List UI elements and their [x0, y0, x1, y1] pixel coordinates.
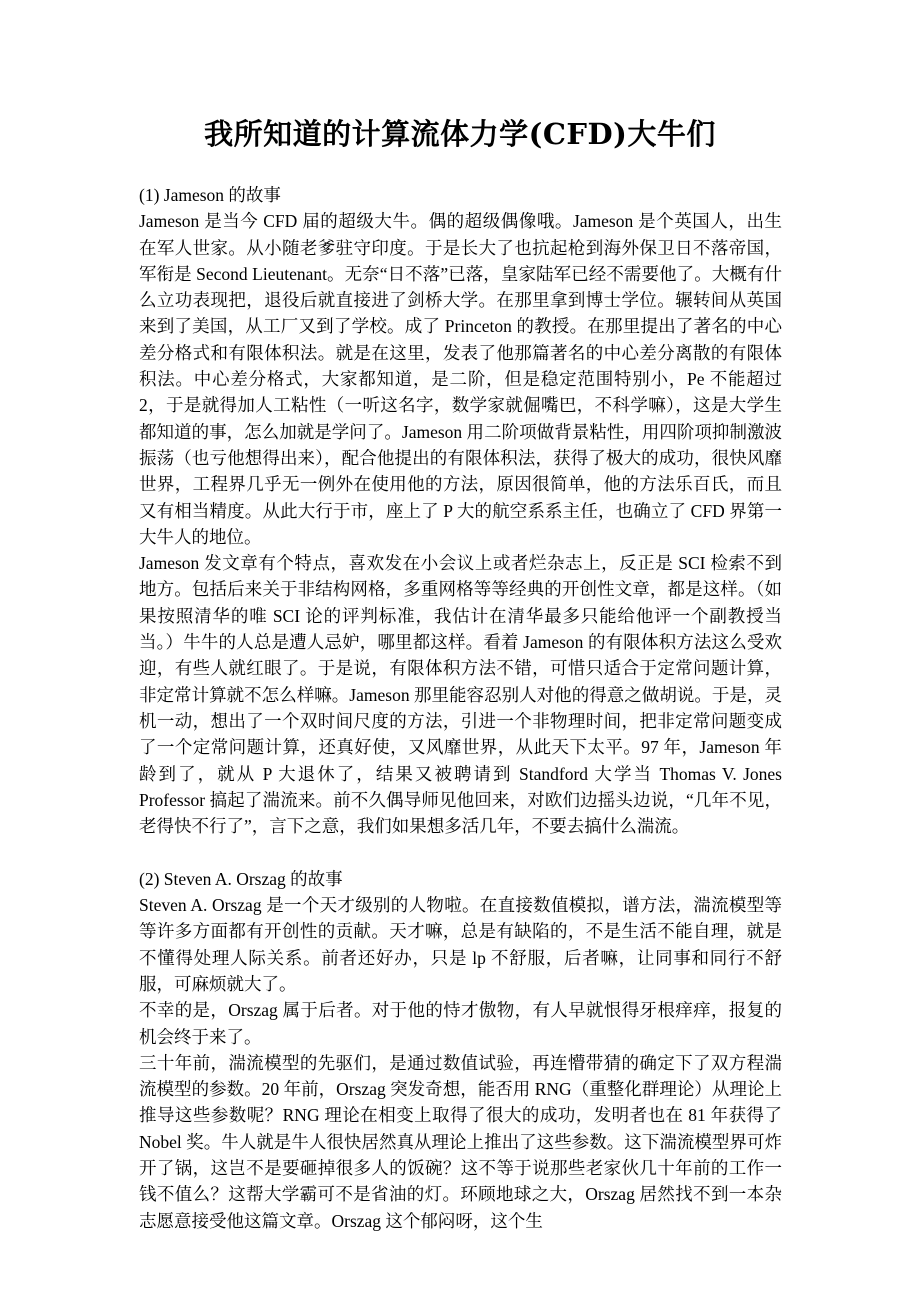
section-heading-orszag: (2) Steven A. Orszag 的故事 — [139, 868, 343, 889]
section-gap — [139, 839, 782, 865]
paragraph-jameson-1: Jameson 是当今 CFD 届的超级大牛。偶的超级偶像哦。Jameson 是个英国人，出生在军人世家。从小随老爹驻守印度。于是长大了也抗起枪到海外保卫日不落帝国，军衔是 Second Lieutenant。无奈“日不落”已落，皇家陆军已经不需要他了。大概有什么立功表现把，退役后就直接进了剑桥大学。在那里拿到博士学位。辗转间从英国来到了美国，从工厂又到了学校。成了 Princeton 的教授。在那里提出了著名的中心差分格式和有限体积法。就是在这里，发表了他那篇著名的中心差分离散的有限体积法。中心差分格式，大家都知道，是二阶，但是稳定范围特别小，Pe 不能超过 2，于是就得加人工粘性（一听这名字，数学家就倔嘴巴，不科学嘛），这是大学生都知道的事，怎么加就是学问了。Jameson 用二阶项做背景粘性，用四阶项抑制激波振荡（也亏他想得出来），配合他提出的有限体积法，获得了极大的成功，很快风靡世界，工程界几乎无一例外在使用他的方法，原因很简单，他的方法乐百氏，而且又有相当精度。从此大行于市，座上了 P 大的航空系系主任，也确立了 CFD 界第一大牛人的地位。 — [139, 211, 782, 547]
paragraph-jameson-2: Jameson 发文章有个特点，喜欢发在小会议上或者烂杂志上，反正是 SCI 检索不到地方。包括后来关于非结构网格，多重网格等等经典的开创性文章，都是这样。（如果按照清华的唯 SCI 论的评判标准，我估计在清华最多只能给他评一个副教授当当。）牛牛的人总是遭人忌妒，哪里都这样。看着 Jameson 的有限体积方法这么受欢迎，有些人就红眼了。于是说，有限体积方法不错，可惜只适合于定常问题计算，非定常计算就不怎么样嘛。Jameson 那里能容忍别人对他的得意之做胡说。于是，灵机一动，想出了一个双时间尺度的方法，引进一个非物理时间，把非定常问题变成了一个定常问题计算，还真好使，又风靡世界，从此天下太平。97 年，Jameson 年龄到了，就从 P 大退休了，结果又被聘请到 Standford 大学当 Thomas V. Jones Professor 搞起了湍流来。前不久偶导师见他回来，对欧们边摇头边说，“几年不见，老得快不行了”，言下之意，我们如果想多活几年，不要去搞什么湍流。 — [139, 553, 782, 837]
section-heading-jameson: (1) Jameson 的故事 — [139, 185, 281, 205]
paragraph-orszag-1: Steven A. Orszag 是一个天才级别的人物啦。在直接数值模拟，谱方法，湍流模型等等许多方面都有开创性的贡献。天才嘛，总是有缺陷的，不是生活不能自理，就是不懂得处理人际关系。前者还好办，只是 lp 不舒服，后者嘛，让同事和同行不舒服，可麻烦就大了。 — [139, 895, 782, 994]
document-title: 我所知道的计算流体力学(CFD)大牛们 — [204, 117, 716, 151]
document-body — [139, 182, 782, 1234]
paragraph-orszag-3: 三十年前，湍流模型的先驱们，是通过数值试验，再连懵带猜的确定下了双方程湍流模型的参数。20 年前，Orszag 突发奇想，能否用 RNG（重整化群理论）从理论上推导这些参数呢？RNG 理论在相变上取得了很大的成功，发明者也在 81 年获得了 Nobel 奖。牛人就是牛人很快居然真从理论上推出了这些参数。这下湍流模型界可炸开了锅，这岂不是要砸掉很多人的饭碗？这不等于说那些老家伙几十年前的工作一钱不值么？这帮大学霸可不是省油的灯。环顾地球之大，Orszag 居然找不到一本杂志愿意接受他这篇文章。Orszag 这个郁闷呀，这个生 — [139, 1052, 782, 1231]
paragraph-orszag-2: 不幸的是，Orszag 属于后者。对于他的恃才傲物，有人早就恨得牙根痒痒，报复的机会终于来了。 — [139, 1000, 782, 1047]
